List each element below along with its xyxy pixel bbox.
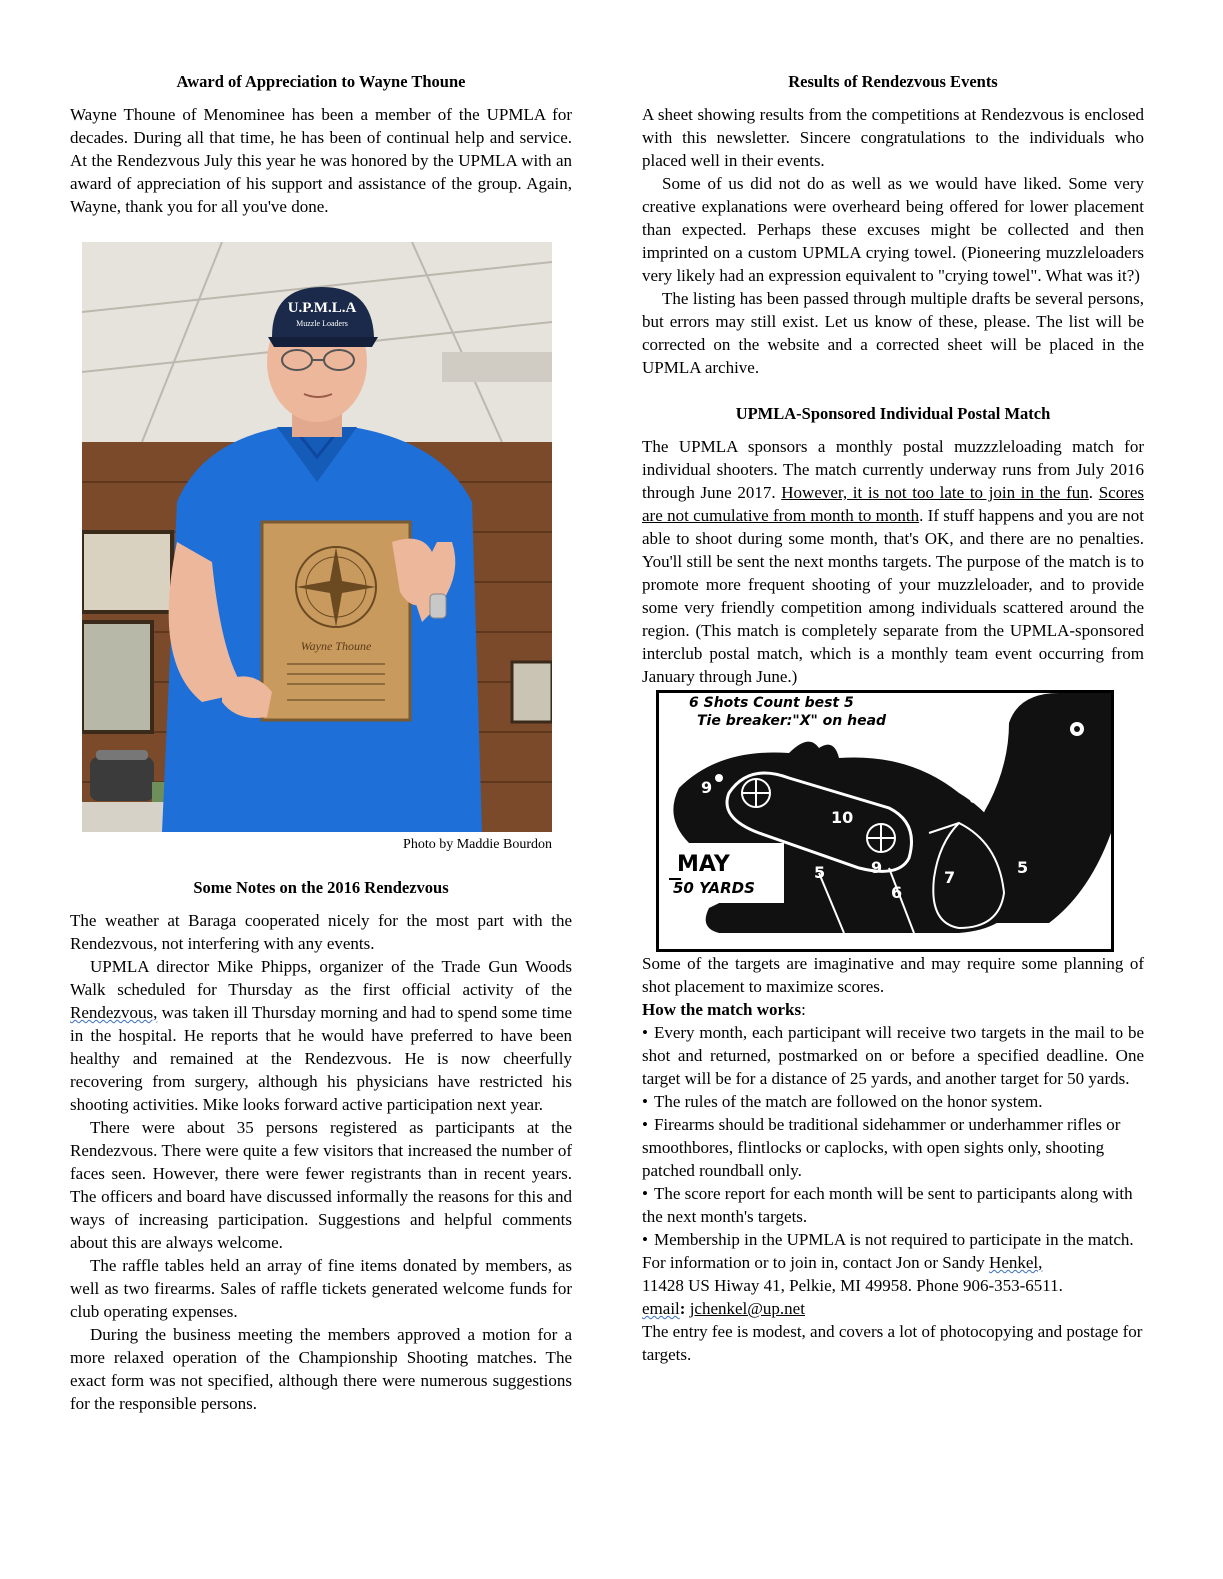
how-bullet-4: • The score report for each month will be sent to participants along with the next month's targets. — [642, 1182, 1144, 1228]
photo-credit: Photo by Maddie Bourdon — [403, 837, 552, 852]
notes-paragraph-2 — [70, 955, 572, 1116]
target-score-0: 9 — [701, 778, 713, 797]
award-heading: Award of Appreciation to Wayne Thoune — [176, 72, 466, 91]
how-bullet-1: • Every month, each participant will receive two targets in the mail to be shot and returned, postmarked on or before a specified deadline. One target will be for a distance of 25 yards, and another target for 50 yards. — [642, 1021, 1144, 1090]
squirrel-target-illustration — [659, 693, 1111, 949]
award-body: Wayne Thoune of Menominee has been a member of the UPMLA for decades. During all that time, he has been of continual help and service. At the Rendezvous July this year he was honored by the UPMLA with an award of appreciation of his support and assistance of the group. Again, Wayne, thank you for all you've done. — [70, 105, 572, 216]
target-score-5: 6 — [891, 883, 903, 902]
how-colon: : — [801, 1000, 806, 1019]
left-column — [70, 70, 572, 1415]
results-heading: Results of Rendezvous Events — [788, 72, 998, 91]
postal-p1-part-c: . If stuff happens and you are not able to shoot during some month, that's OK, and there are no penalties. You'll still be sent the next months targets. The purpose of the match is to promote more frequent shooting of your muzzleloader, and to provide some very friendly competition among individuals scattered around the region. (This match is completely separate from the UPMLA-sponsored interclub postal match, which is a monthly team event occurring from January through June.) — [642, 506, 1144, 686]
contact-part-b: 11428 US Hiway 41, Pelkie, MI 49958. Phone 906-353-6511. — [642, 1276, 1063, 1295]
how-label-line — [642, 998, 1144, 1021]
notes-p2-part-a: UPMLA director Mike Phipps, organizer of the Trade Gun Woods Walk scheduled for Thursday as the first official activity of the — [70, 957, 572, 999]
postal-heading: UPMLA-Sponsored Individual Postal Match — [735, 404, 1051, 423]
email-label: email — [642, 1299, 680, 1318]
cap-text: U.P.M.L.A — [287, 300, 357, 316]
postal-paragraph-2: Some of the targets are imaginative and may require some planning of shot placement to maximize scores. — [642, 954, 1144, 996]
target-month: MAY — [677, 852, 730, 877]
target-line-1: 6 Shots Count best 5 — [689, 695, 854, 711]
notes-p2-part-c: was taken ill Thursday morning and had to spend some time in the hospital. He reports that he would have preferred to have been healthy and remained at the Rendezvous. He is now cheerfully recovering from surgery, although his physicians have restricted his shooting activities. Mike looks forward active participation next year. — [70, 1003, 572, 1114]
contact-part-a: For information or to join in, contact Jon or Sandy — [642, 1253, 990, 1272]
contact-line — [642, 1251, 1144, 1320]
target-line-2: Tie breaker:"X" on head — [697, 713, 887, 729]
how-bullet-3: • Firearms should be traditional sidehammer or underhammer rifles or smoothbores, flintlocks or caplocks, with open sights only, shooting patched roundball only. — [642, 1113, 1144, 1182]
postal-p1-underline-1: However, it is not too late to join in the fun — [781, 483, 1089, 502]
how-label: How the match works — [642, 1000, 802, 1019]
postal-p1-underline-2: Scores are not cumulative from month to month — [642, 483, 1145, 525]
target-distance: 50 YARDS — [673, 879, 755, 897]
email-link[interactable]: jchenkel@up.net — [689, 1299, 805, 1318]
target-score-2: 9 — [871, 858, 883, 877]
plaque-name: Wayne Thoune — [300, 639, 372, 653]
cap-subtext: Muzzle Loaders — [296, 319, 348, 328]
how-bullet-5: • Membership in the UPMLA is not required to participate in the match. — [642, 1228, 1144, 1251]
postal-p1-part-a: The UPMLA sponsors a monthly postal muzzzleloading match for individual shooters. The match currently underway runs from July 2016 through June 2017. — [642, 437, 1144, 502]
postal-paragraph-1 — [642, 435, 1144, 688]
contact-name: Henkel, — [989, 1253, 1043, 1272]
target-score-7: 5 — [1017, 858, 1029, 877]
target-score-3: 8 — [969, 788, 981, 807]
squirrel-target-image — [656, 690, 1114, 952]
notes-paragraph-3: There were about 35 persons registered as participants at the Rendezvous. There were quite a few visitors that increased the number of faces seen. However, there were fewer registrants than in recent years. The officers and board have discussed informally the reasons for this and ways of increasing participation. Suggestions and helpful comments about this are always welcome. — [70, 1118, 572, 1252]
email-colon: : — [679, 1299, 686, 1318]
results-paragraph-1: A sheet showing results from the competitions at Rendezvous is enclosed with this newsletter. Sincere congratulations to the individuals who placed well in their events. — [642, 105, 1144, 170]
target-score-4: 7 — [944, 868, 956, 887]
notes-paragraph-1: The weather at Baraga cooperated nicely for the most part with the Rendezvous, not interfering with any events. — [70, 911, 572, 953]
notes-p2-rendezvous: Rendezvous, — [70, 1003, 158, 1022]
right-column — [642, 70, 1144, 1366]
postal-p1-part-b: . — [1088, 483, 1099, 502]
notes-heading: Some Notes on the 2016 Rendezvous — [193, 878, 449, 897]
target-score-6: 5 — [814, 863, 826, 882]
target-score-1: 10 — [831, 808, 854, 827]
notes-paragraph-4: The raffle tables held an array of fine items donated by members, as well as two firearms. Sales of raffle tickets generated welcome funds for club operating expenses. — [70, 1256, 572, 1321]
fee-paragraph: The entry fee is modest, and covers a lot of photocopying and postage for targets. — [642, 1322, 1143, 1364]
results-paragraph-3: The listing has been passed through multiple drafts be several persons, but errors may still exist. Let us know of these, please. The list will be corrected on the website and a corrected sheet will be placed in the UPMLA archive. — [642, 289, 1144, 377]
notes-paragraph-5: During the business meeting the members approved a motion for a more relaxed operation of the Championship Shooting matches. The exact form was not specified, although there were numerous suggestions for the responsible persons. — [70, 1325, 572, 1413]
results-paragraph-2: Some of us did not do as well as we would have liked. Some very creative explanations were overheard being offered for lower placement than expected. Perhaps these excuses might be collected and then imprinted on a custom UPMLA crying towel. (Pioneering muzzleloaders very likely had an expression equivalent to "crying towel". What was it?) — [642, 174, 1144, 285]
how-bullet-2: • The rules of the match are followed on the honor system. — [642, 1090, 1144, 1113]
photo-illustration — [82, 242, 552, 832]
wayne-thoune-photo — [82, 242, 552, 832]
